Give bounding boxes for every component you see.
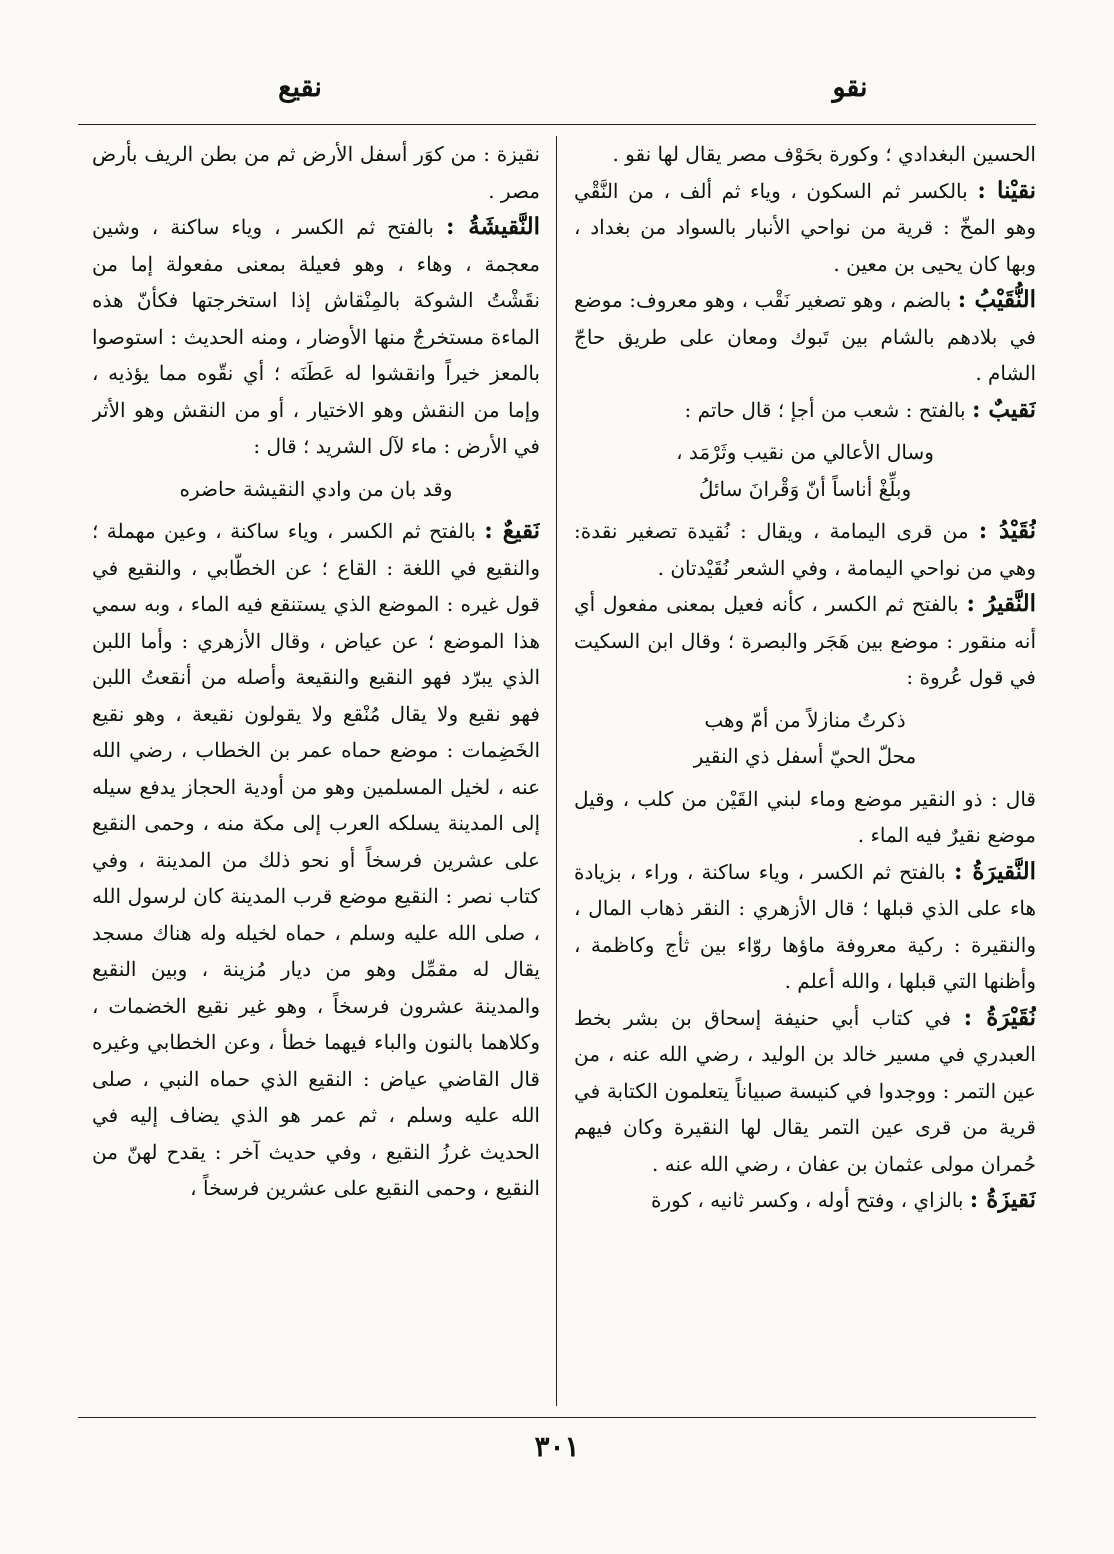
column-divider bbox=[556, 136, 557, 1406]
dictionary-entry bbox=[574, 392, 1036, 429]
dictionary-entry bbox=[574, 1000, 1036, 1183]
verse-line: محلّ الحيّ أسفل ذي النقير bbox=[693, 744, 917, 768]
entry-headword: نَقيزَةُ : bbox=[969, 1186, 1036, 1213]
entry-headword: النَّقيشَةُ : bbox=[446, 213, 540, 240]
dictionary-entry bbox=[574, 173, 1036, 283]
entry-headword: النُّقَيْبُ : bbox=[957, 286, 1036, 313]
dictionary-entry bbox=[92, 209, 540, 465]
running-head-right: نقو bbox=[832, 72, 868, 103]
entry-text: بالفتح ثم الكسر ، كأنه فعيل بمعنى مفعول أي أنه منقور : موضع بين هَجَر والبصرة ؛ وقال ابن السكيت في قول عُروة : bbox=[574, 592, 1036, 689]
top-rule bbox=[78, 124, 1036, 125]
left-column bbox=[92, 136, 540, 1412]
entry-text: نقيزة : من كوَر أسفل الأرض ثم من بطن الريف بأرض مصر . bbox=[92, 142, 540, 203]
entry-headword: نَقيبٌ : bbox=[971, 395, 1036, 423]
entry-text: في كتاب أبي حنيفة إسحاق بن بشر بخط العبدري في مسير خالد بن الوليد ، رضي الله عنه ، من عين التمر : ووجدوا في كنيسة صبياناً يتعلمون الكتابة في قرية من قرى عين التمر يقال لها النقيرة وكان فيهم حُمران مولى عثمان بن عفان ، رضي الله عنه . bbox=[574, 1005, 1036, 1176]
entry-text: قال : ذو النقير موضع وماء لبني القَيْن من كلب ، وقيل موضع نقيرٌ فيه الماء . bbox=[574, 786, 1036, 847]
bottom-rule bbox=[78, 1417, 1036, 1418]
entry-text: من قرى اليمامة ، ويقال : نُقيدة تصغير نقدة: وهي من نواحي اليمامة ، وفي الشعر نُقَيْدتان . bbox=[574, 519, 1036, 580]
continuation-paragraph bbox=[574, 781, 1036, 854]
dictionary-entry bbox=[574, 513, 1036, 586]
entry-headword: النَّقيرُ : bbox=[966, 590, 1036, 617]
entry-text: بالفتح ثم الكسر ، وياء ساكنة ، وراء ، بزيادة هاء على الذي قبلها ؛ قال الأزهري : النقر ذهاب المال ، والنقيرة : ركية معروفة ماؤها روّاء بين ثأج وكاظمة ، وأظنها التي قبلها ، والله أعلم . bbox=[574, 859, 1036, 993]
running-head-left: نقيع bbox=[278, 72, 322, 103]
dictionary-entry bbox=[574, 1182, 1036, 1219]
entry-headword: نَقيعٌ : bbox=[484, 517, 540, 544]
entry-headword: نُقَيْرَةُ : bbox=[963, 1003, 1036, 1031]
entry-text: بالضم ، وهو تصغير نَقْب ، وهو معروف: موضع في بلادهم بالشام بين تَبوك ومعان على طريق حاجّ الشام . bbox=[574, 288, 1036, 385]
dictionary-entry bbox=[92, 513, 540, 1207]
entry-headword: نقيْنا : bbox=[977, 176, 1036, 204]
entry-text: بالكسر ثم السكون ، وياء ثم ألف ، من النَّقْي وهو المخّ : قرية من نواحي الأنبار بالسواد من بغداد ، وبها كان يحيى بن معين . bbox=[574, 178, 1036, 276]
dictionary-entry bbox=[574, 854, 1036, 1000]
verse-block bbox=[92, 471, 540, 508]
entry-headword: النَّقيرَةُ : bbox=[954, 857, 1036, 885]
dictionary-entry bbox=[574, 586, 1036, 696]
verse-block bbox=[574, 434, 1036, 507]
entry-headword: نُقَيْدُ : bbox=[978, 517, 1036, 544]
verse-block bbox=[574, 702, 1036, 775]
page-number: ٣٠١ bbox=[534, 1430, 580, 1463]
entry-text: الحسين البغدادي ؛ وكورة بحَوْف مصر يقال لها نقو . bbox=[612, 142, 1036, 166]
entry-text: بالفتح : شعب من أجإ ؛ قال حاتم : bbox=[684, 397, 966, 422]
verse-line: وقد بان من وادي النقيشة حاضره bbox=[179, 476, 453, 501]
entry-text: بالزاي ، وفتح أوله ، وكسر ثانيه ، كورة bbox=[650, 1188, 964, 1212]
dictionary-entry bbox=[574, 282, 1036, 392]
verse-line: وسال الأعالي من نقيب وثَرْمَد ، bbox=[676, 440, 934, 464]
continuation-paragraph bbox=[92, 136, 540, 209]
continuation-paragraph bbox=[574, 136, 1036, 173]
entry-text: بالفتح ثم الكسر ، وياء ساكنة ، وعين مهملة ؛ والنقيع في اللغة : القاع ؛ عن الخطّابي ، والنقيع في قول غيره : الموضع الذي يستنقع فيه الماء ، وبه سمي هذا الموضع ؛ عن عياض ، وقال الأزهري : وأما اللبن الذي يبرّد فهو النقيع والنقيعة وأصله من أنقعتُ اللبن فهو نقيع ولا يقال مُنْقع ولا يقولون نقيعة ، وهو نقيع الخَضِمات : موضع حماه عمر بن الخطاب ، رضي الله عنه ، لخيل المسلمين وهو من أودية الحجاز يدفع سيله إلى المدينة يسلكه العرب إلى مكة منه ، وحمى النقيع على عشرين فرسخاً أو نحو ذلك من المدينة ، وفي كتاب نصر : النقيع موضع قرب المدينة كان لرسول الله ، صلى الله عليه وسلم ، حماه لخيله وله هناك مسجد يقال له مقمِّل وهو من ديار مُزينة ، وبين النقيع والمدينة عشرون فرسخاً ، وهو غير نقيع الخضمات ، وكلاهما بالنون والباء فيهما خطأ ، وعن الخطابي وغيره قال القاضي عياض : النقيع الذي حماه النبي ، صلى الله عليه وسلم ، ثم عمر هو الذي يضاف إليه في الحديث غرزُ النقيع ، وفي حديث آخر : يقدح لهنّ من النقيع ، وحمى النقيع على عشرين فرسخاً ، bbox=[92, 519, 540, 1200]
verse-line: وبلِّغْ أناساً أنّ وَقْرانَ سائلُ bbox=[698, 476, 912, 501]
entry-text: بالفتح ثم الكسر ، وياء ساكنة ، وشين معجمة ، وهاء ، وهو فعيلة بمعنى مفعولة إما من نقَشْتُ الشوكة بالمِنْقاش إذا استخرجتها فكأنّ هذه الماءة مستخرجٌ منها الأوضار ، ومنه الحديث : استوصوا بالمعز خيراً وانقشوا له عَطَنَه ؛ أي نقّوه مما يؤذيه ، وإما من النقش وهو الاختيار ، أو من النقش وهو الأثر في الأرض : ماء لآل الشريد ؛ قال : bbox=[92, 215, 540, 458]
verse-line: ذكرتُ منازلاً من أمّ وهب bbox=[704, 707, 906, 732]
right-column bbox=[574, 136, 1036, 1412]
